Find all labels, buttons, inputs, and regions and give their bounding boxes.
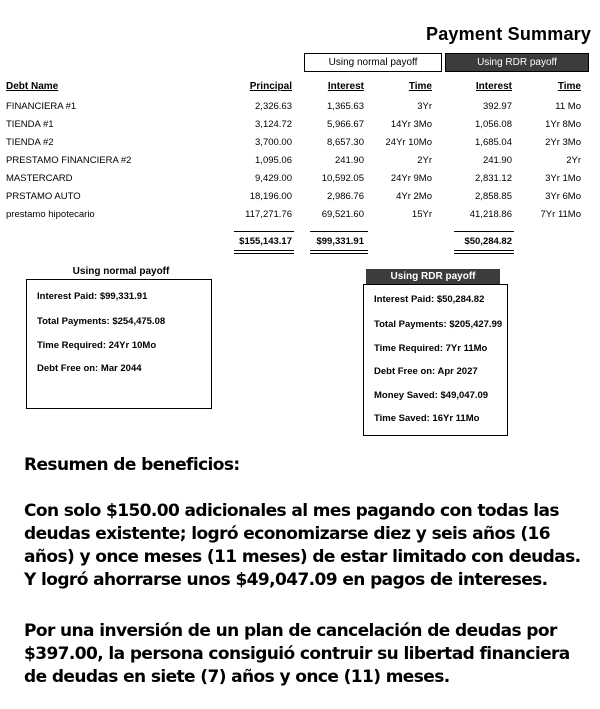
debt-rdr-interest: 2,831.12 xyxy=(475,173,512,184)
debt-name: MASTERCARD xyxy=(6,173,73,184)
debt-rdr-time: 11 Mo xyxy=(555,101,581,112)
debt-principal: 1,095.06 xyxy=(255,155,292,166)
rdr-time-required: Time Required: 7Yr 11Mo xyxy=(374,343,488,354)
rdr-interest-total-rule xyxy=(454,231,514,232)
time-column-header: Time xyxy=(408,81,432,92)
normal-box-label: Using normal payoff xyxy=(72,266,170,277)
debt-name: TIENDA #2 xyxy=(6,137,54,148)
debt-interest: 69,521.60 xyxy=(321,209,364,220)
debt-interest: 241.90 xyxy=(334,155,364,166)
debt-principal: 9,429.00 xyxy=(255,173,292,184)
principal-double-rule xyxy=(234,250,294,254)
debt-principal: 3,700.00 xyxy=(255,137,292,148)
debt-time: 24Yr 10Mo xyxy=(385,137,432,148)
debt-time: 2Yr xyxy=(417,155,432,166)
normal-total-payments: Total Payments: $254,475.08 xyxy=(37,316,166,327)
debt-principal: 2,326.63 xyxy=(255,101,292,112)
debt-principal: 117,271.76 xyxy=(245,209,292,220)
debt-rdr-interest: 1,056.08 xyxy=(475,119,512,130)
summary-paragraph-2: Por una inversión de un plan de cancelación de deudas por $397.00, la persona consiguió contruir su libertad financiera de deudas en siete (7) años y once (11) meses. xyxy=(24,621,570,687)
rdr-debt-free: Debt Free on: Apr 2027 xyxy=(374,366,478,377)
debt-name: prestamo hipotecario xyxy=(6,209,95,220)
debt-time: 4Yr 2Mo xyxy=(396,191,432,202)
rdr-total-payments: Total Payments: $205,427.99 xyxy=(374,319,503,330)
debt-rdr-time: 2Yr xyxy=(566,155,581,166)
normal-summary-box xyxy=(26,279,212,409)
debt-name-column-header: Debt Name xyxy=(6,81,59,92)
summary-heading: Resumen de beneficios: xyxy=(24,455,240,475)
debt-name: PRSTAMO AUTO xyxy=(6,191,81,202)
debt-interest: 5,966.67 xyxy=(327,119,364,130)
debt-rdr-time: 1Yr 8Mo xyxy=(545,119,581,130)
debt-rdr-interest: 2,858.85 xyxy=(475,191,512,202)
debt-principal: 18,196.00 xyxy=(249,191,292,202)
debt-interest: 8,657.30 xyxy=(327,137,364,148)
debt-name: FINANCIERA #1 xyxy=(6,101,77,112)
rdr-payoff-header: Using RDR payoff xyxy=(445,53,589,72)
debt-time: 14Yr 3Mo xyxy=(390,119,432,130)
normal-debt-free: Debt Free on: Mar 2044 xyxy=(37,363,142,374)
debt-interest: 2,986.76 xyxy=(327,191,364,202)
debt-rdr-interest: 41,218.86 xyxy=(469,209,512,220)
debt-rdr-time: 2Yr 3Mo xyxy=(545,137,581,148)
debt-rdr-interest: 392.97 xyxy=(482,101,512,112)
debt-interest: 1,365.63 xyxy=(327,101,364,112)
debt-name: TIENDA #1 xyxy=(6,119,54,130)
page-title: Payment Summary xyxy=(426,24,592,44)
principal-column-header: Principal xyxy=(249,81,292,92)
normal-time-required: Time Required: 24Yr 10Mo xyxy=(37,340,157,351)
rdr-box-label: Using RDR payoff xyxy=(366,269,500,284)
rdr-time-column-header: Time xyxy=(557,81,581,92)
interest-column-header: Interest xyxy=(327,81,364,92)
normal-payoff-header: Using normal payoff xyxy=(304,53,442,72)
rdr-interest-column-header: Interest xyxy=(475,81,512,92)
interest-double-rule xyxy=(310,250,368,254)
debt-rdr-time: 7Yr 11Mo xyxy=(540,209,581,220)
principal-total-rule xyxy=(234,231,294,232)
interest-total: $99,331.91 xyxy=(316,236,364,247)
debt-time: 15Yr xyxy=(411,209,432,220)
debt-rdr-time: 3Yr 6Mo xyxy=(545,191,581,202)
debt-name: PRESTAMO FINANCIERA #2 xyxy=(6,155,132,166)
principal-total: $155,143.17 xyxy=(239,236,292,247)
rdr-money-saved: Money Saved: $49,047.09 xyxy=(374,390,489,401)
rdr-interest-paid: Interest Paid: $50,284.82 xyxy=(374,294,485,305)
summary-paragraph-1: Con solo $150.00 adicionales al mes pagando con todas las deudas existente; logró economizarse diez y seis años (16 años) y once meses (11 meses) de estar limitado con deudas. Y logró ahorrarse unos $49,047.09 en pagos de intereses. xyxy=(24,501,581,590)
rdr-summary-box xyxy=(363,284,508,436)
rdr-interest-double-rule xyxy=(454,250,514,254)
debt-principal: 3,124.72 xyxy=(255,119,292,130)
debt-rdr-interest: 1,685.04 xyxy=(475,137,512,148)
debt-rdr-interest: 241.90 xyxy=(482,155,512,166)
interest-total-rule xyxy=(310,231,368,232)
debt-time: 24Yr 9Mo xyxy=(390,173,432,184)
debt-time: 3Yr xyxy=(417,101,432,112)
rdr-time-saved: Time Saved: 16Yr 11Mo xyxy=(374,413,480,424)
rdr-interest-total: $50,284.82 xyxy=(464,236,512,247)
debt-interest: 10,592.05 xyxy=(321,173,364,184)
normal-interest-paid: Interest Paid: $99,331.91 xyxy=(37,291,148,302)
debt-rdr-time: 3Yr 1Mo xyxy=(545,173,581,184)
